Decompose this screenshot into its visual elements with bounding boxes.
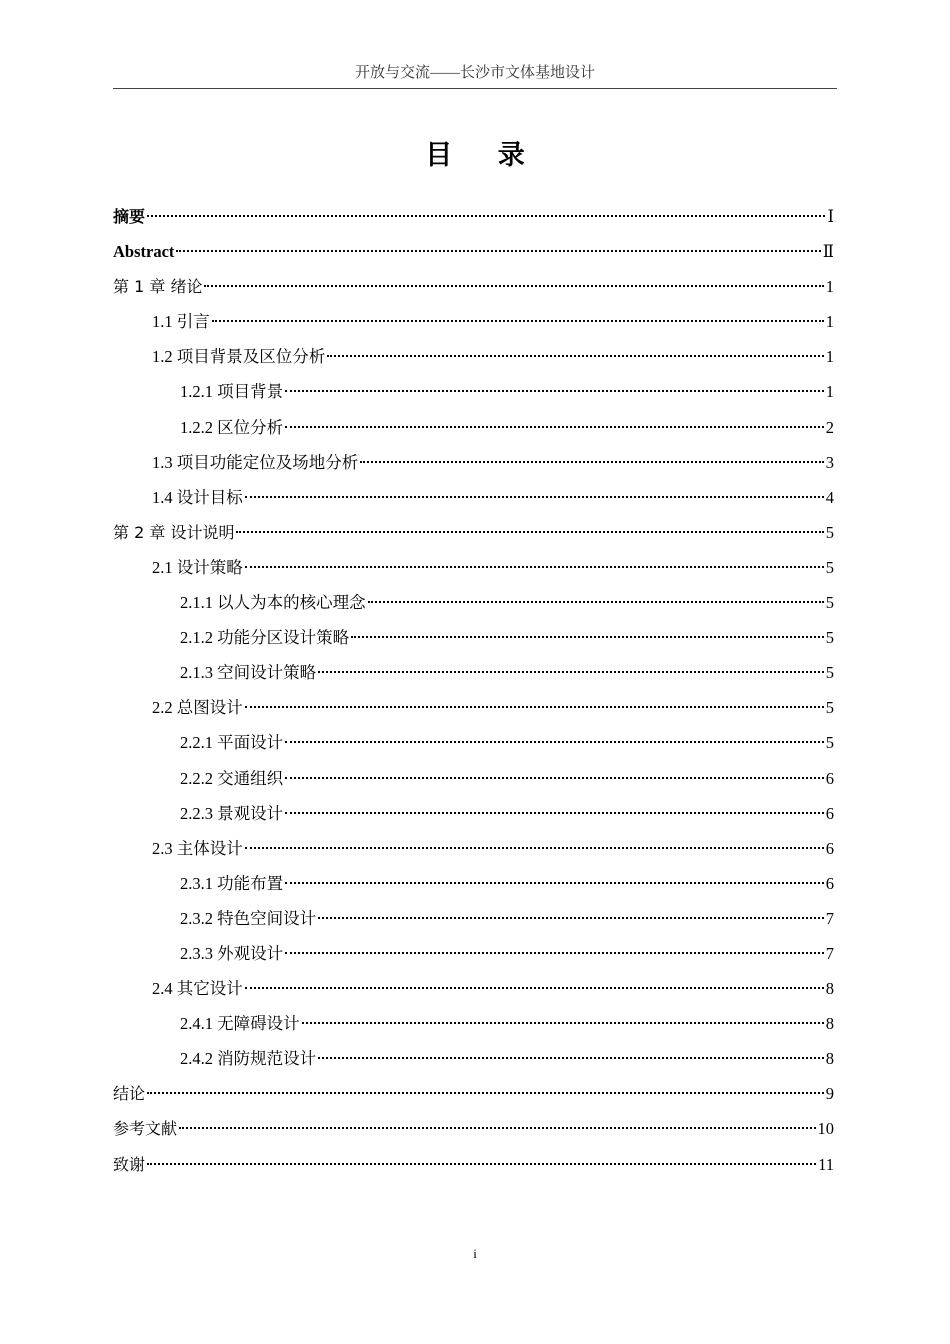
toc-entry-page: 8 xyxy=(825,1014,834,1034)
toc-entry-page: Ⅰ xyxy=(827,207,834,226)
toc-entry[interactable] xyxy=(113,480,834,515)
toc-entry-page: 5 xyxy=(825,557,834,577)
toc-entry-label: 第 2 章 设计说明 xyxy=(113,522,235,542)
toc-entry-page: 7 xyxy=(825,943,834,963)
dot-leader xyxy=(318,671,824,673)
toc-entry[interactable] xyxy=(113,550,834,585)
toc-entry-label: 2.2.3 景观设计 xyxy=(180,803,284,823)
toc-entry-label: 2.2.2 交通组织 xyxy=(180,768,284,788)
toc-entry-page: 5 xyxy=(825,593,834,613)
toc-entry[interactable] xyxy=(113,445,834,480)
toc-entry-label: 2.3.3 外观设计 xyxy=(180,943,284,963)
toc-entry-page: 1 xyxy=(825,312,834,332)
toc-entry-label: 第 1 章 绪论 xyxy=(113,277,203,297)
toc-entry[interactable] xyxy=(113,620,834,655)
toc-entry[interactable] xyxy=(113,339,834,374)
toc-entry-page: 5 xyxy=(825,628,834,648)
toc-entry[interactable] xyxy=(113,690,834,725)
dot-leader xyxy=(147,1092,824,1094)
toc-entry-page: 6 xyxy=(825,768,834,788)
toc-entry-label: 结论 xyxy=(113,1084,146,1104)
toc-entry-label: 1.1 引言 xyxy=(152,312,210,332)
dot-leader xyxy=(147,215,825,217)
toc-entry-page: 11 xyxy=(818,1154,834,1174)
toc-entry[interactable] xyxy=(113,761,834,796)
dot-leader xyxy=(245,566,824,568)
toc-entry[interactable] xyxy=(113,725,834,760)
dot-leader xyxy=(245,496,824,498)
dot-leader xyxy=(285,812,824,814)
toc-entry-page: Ⅱ xyxy=(822,242,834,262)
dot-leader xyxy=(147,1163,816,1165)
toc-entry-page: 5 xyxy=(825,522,834,542)
toc-entry[interactable] xyxy=(113,234,834,269)
dot-leader xyxy=(245,847,824,849)
toc-entry[interactable] xyxy=(113,796,834,831)
toc-entry-page: 6 xyxy=(825,873,834,893)
toc-entry-label: 2.2.1 平面设计 xyxy=(180,733,284,753)
toc-entry-label: 2.4.2 消防规范设计 xyxy=(180,1049,317,1069)
dot-leader xyxy=(236,531,823,533)
toc-entry[interactable] xyxy=(113,1076,834,1111)
toc-entry[interactable] xyxy=(113,936,834,971)
toc-title: 目 录 xyxy=(425,140,543,171)
toc-entry-label: 2.1.1 以人为本的核心理念 xyxy=(180,593,366,613)
toc-entry-label: 1.2.2 区位分析 xyxy=(180,417,284,437)
toc-entry-page: 6 xyxy=(825,803,834,823)
toc-entry-label: 2.4 其它设计 xyxy=(152,979,243,999)
toc-entry-page: 5 xyxy=(825,663,834,683)
toc-entry-label: 2.3 主体设计 xyxy=(152,838,243,858)
toc-entry-label: 1.4 设计目标 xyxy=(152,487,243,507)
dot-leader xyxy=(360,461,824,463)
toc-entry-label: Abstract xyxy=(113,242,175,262)
toc-entry-page: 2 xyxy=(825,417,834,437)
page-number: i xyxy=(473,1246,477,1261)
toc-entry-label: 致谢 xyxy=(113,1154,146,1174)
dot-leader xyxy=(318,1057,824,1059)
table-of-contents xyxy=(113,199,834,1182)
toc-entry-page: 8 xyxy=(825,979,834,999)
toc-entry-page: 10 xyxy=(817,1119,834,1139)
dot-leader xyxy=(285,741,824,743)
toc-entry[interactable] xyxy=(113,1006,834,1041)
toc-entry-page: 8 xyxy=(825,1049,834,1069)
toc-entry-label: 2.4.1 无障碍设计 xyxy=(180,1014,300,1034)
toc-entry-label: 2.1.3 空间设计策略 xyxy=(180,663,317,683)
dot-leader xyxy=(351,636,824,638)
toc-entry-label: 1.3 项目功能定位及场地分析 xyxy=(152,452,359,472)
toc-entry[interactable] xyxy=(113,304,834,339)
toc-entry-page: 1 xyxy=(825,277,834,297)
toc-entry-page: 7 xyxy=(825,908,834,928)
dot-leader xyxy=(302,1022,824,1024)
toc-entry-label: 2.2 总图设计 xyxy=(152,698,243,718)
toc-entry[interactable] xyxy=(113,971,834,1006)
toc-entry-label: 2.3.2 特色空间设计 xyxy=(180,908,317,928)
toc-entry[interactable] xyxy=(113,1111,834,1146)
toc-entry-label: 1.2.1 项目背景 xyxy=(180,382,284,402)
toc-entry-page: 1 xyxy=(825,347,834,367)
toc-entry-label: 1.2 项目背景及区位分析 xyxy=(152,347,326,367)
toc-entry[interactable] xyxy=(113,831,834,866)
dot-leader xyxy=(368,601,824,603)
toc-entry[interactable] xyxy=(113,655,834,690)
toc-entry-page: 6 xyxy=(825,838,834,858)
dot-leader xyxy=(245,987,824,989)
dot-leader xyxy=(318,917,824,919)
toc-entry-label: 参考文献 xyxy=(113,1119,178,1139)
dot-leader xyxy=(285,426,824,428)
toc-entry-label: 摘要 xyxy=(113,207,146,226)
toc-entry[interactable] xyxy=(113,410,834,445)
toc-entry[interactable] xyxy=(113,269,834,304)
dot-leader xyxy=(285,952,824,954)
toc-entry[interactable] xyxy=(113,515,834,550)
dot-leader xyxy=(327,355,824,357)
running-header: 开放与交流——长沙市文体基地设计 xyxy=(113,64,837,89)
toc-entry-label: 2.3.1 功能布置 xyxy=(180,873,284,893)
toc-entry-page: 5 xyxy=(825,733,834,753)
toc-entry-label: 2.1 设计策略 xyxy=(152,557,243,577)
dot-leader xyxy=(285,882,824,884)
toc-entry-page: 4 xyxy=(825,487,834,507)
toc-entry[interactable] xyxy=(113,374,834,409)
toc-entry-label: 2.1.2 功能分区设计策略 xyxy=(180,628,350,648)
dot-leader xyxy=(204,285,823,287)
dot-leader xyxy=(285,390,824,392)
toc-entry[interactable] xyxy=(113,585,834,620)
toc-entry[interactable] xyxy=(113,199,834,234)
toc-entry[interactable] xyxy=(113,866,834,901)
toc-entry-page: 5 xyxy=(825,698,834,718)
toc-entry[interactable] xyxy=(113,1041,834,1076)
toc-entry[interactable] xyxy=(113,1147,834,1182)
toc-entry-page: 3 xyxy=(825,452,834,472)
toc-entry-page: 9 xyxy=(825,1084,834,1104)
toc-entry[interactable] xyxy=(113,901,834,936)
dot-leader xyxy=(179,1127,815,1129)
dot-leader xyxy=(212,320,824,322)
toc-entry-page: 1 xyxy=(825,382,834,402)
dot-leader xyxy=(285,777,824,779)
dot-leader xyxy=(176,250,820,252)
dot-leader xyxy=(245,706,824,708)
